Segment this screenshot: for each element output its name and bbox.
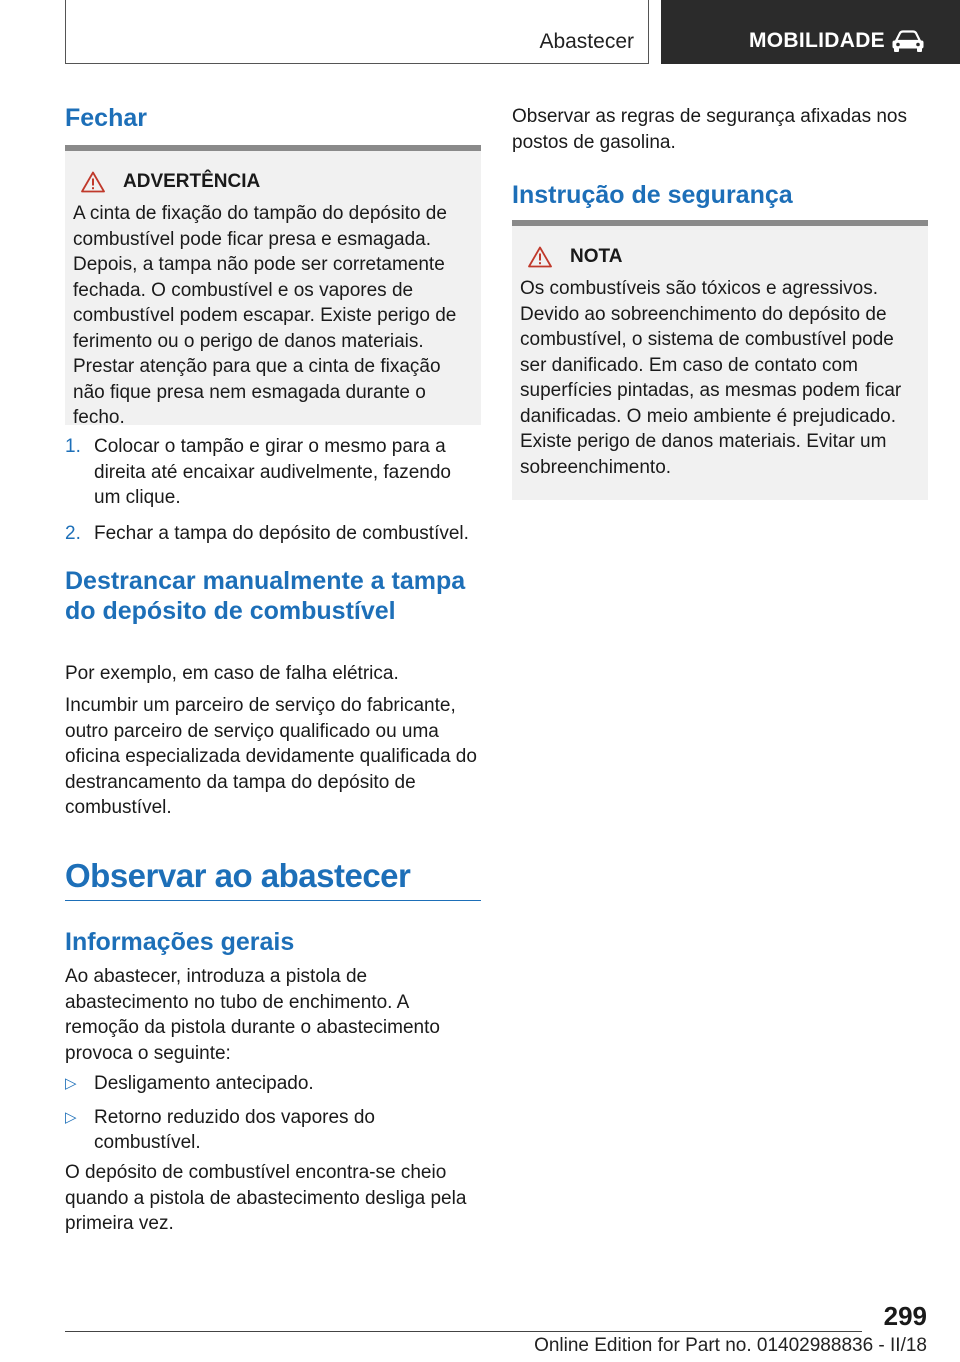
heading-destrancar: Destrancar manualmente a tampa do depósito de combustível <box>65 567 466 625</box>
list-item <box>65 1071 481 1097</box>
section-tab <box>65 0 649 64</box>
list-item <box>65 521 481 547</box>
warning-text: A cinta de fixação do tampão do depósito de combustível pode ficar presa e esmagada. Depois, a tampa não pode ser corretamente fechada. O combustível e os vapores de combustível podem escapar. Existe perigo de ferimento ou o perigo de danos materiais. Prestar atenção para que a cinta de fixação não fique presa nem esmagada durante o fecho. <box>73 203 457 428</box>
note-box <box>512 220 928 500</box>
note-title: NOTA <box>570 246 623 267</box>
paragraph: Observar as regras de segurança afixadas nos postos de gasolina. <box>512 106 907 153</box>
section-rule <box>65 900 481 901</box>
heading-instrucao: Instrução de segurança <box>512 181 793 209</box>
step-list <box>65 434 481 546</box>
step-text: Colocar o tampão e girar o mesmo para a direita até encaixar audivelmente, fazendo um clique. <box>94 436 452 508</box>
note-text: Os combustíveis são tóxicos e agressivos. Devido ao sobreenchimento do depósito de combustível, o sistema de combustível pode ser danificado. Em caso de contato com superfícies pintadas, as mesmas podem ficar danificadas. O meio ambiente é prejudicado. Existe perigo de danos materiais. Evitar um sobreenchimento. <box>520 278 902 478</box>
heading-informacoes: Informações gerais <box>65 928 295 956</box>
paragraph: O depósito de combustível encontra-se cheio quando a pistola de abastecimento desliga pela primeira vez. <box>65 1162 467 1234</box>
bullet-triangle-icon: ▷ <box>65 1108 77 1126</box>
paragraph: Incumbir um parceiro de serviço do fabricante, outro parceiro de serviço qualificado ou uma oficina especializada devidamente qualificada do destrancamento da tampa do depósito de combustível. <box>65 695 477 818</box>
edition-footer: Online Edition for Part no. 01402988836 - II/18 <box>534 1335 927 1356</box>
bullet-text: Retorno reduzido dos vapores do combustível. <box>94 1106 375 1153</box>
footer-rule <box>65 1331 862 1332</box>
step-number: 1. <box>65 436 81 457</box>
bullet-text: Desligamento antecipado. <box>94 1073 314 1094</box>
section-title: Abastecer <box>539 30 634 53</box>
page-number: 299 <box>883 1301 927 1331</box>
car-icon <box>891 30 925 54</box>
step-text: Fechar a tampa do depósito de combustível. <box>94 522 469 544</box>
warning-title: ADVERTÊNCIA <box>123 171 261 192</box>
paragraph: Por exemplo, em caso de falha elétrica. <box>65 663 399 684</box>
step-number: 2. <box>65 522 81 544</box>
warning-icon <box>528 246 552 268</box>
list-item <box>65 1105 481 1156</box>
heading-fechar: Fechar <box>65 104 147 132</box>
warning-box <box>65 145 481 428</box>
list-item <box>65 434 481 511</box>
heading-observar: Observar ao abastecer <box>65 857 411 894</box>
bullet-list <box>65 1071 481 1156</box>
paragraph: Ao abastecer, introduza a pistola de abastecimento no tubo de enchimento. A remoção da pistola durante o abastecimento provoca o seguinte: <box>65 966 440 1064</box>
warning-icon <box>81 171 105 193</box>
chapter-tab <box>661 0 960 64</box>
chapter-title: MOBILIDADE <box>749 29 885 52</box>
bullet-triangle-icon: ▷ <box>65 1075 77 1092</box>
